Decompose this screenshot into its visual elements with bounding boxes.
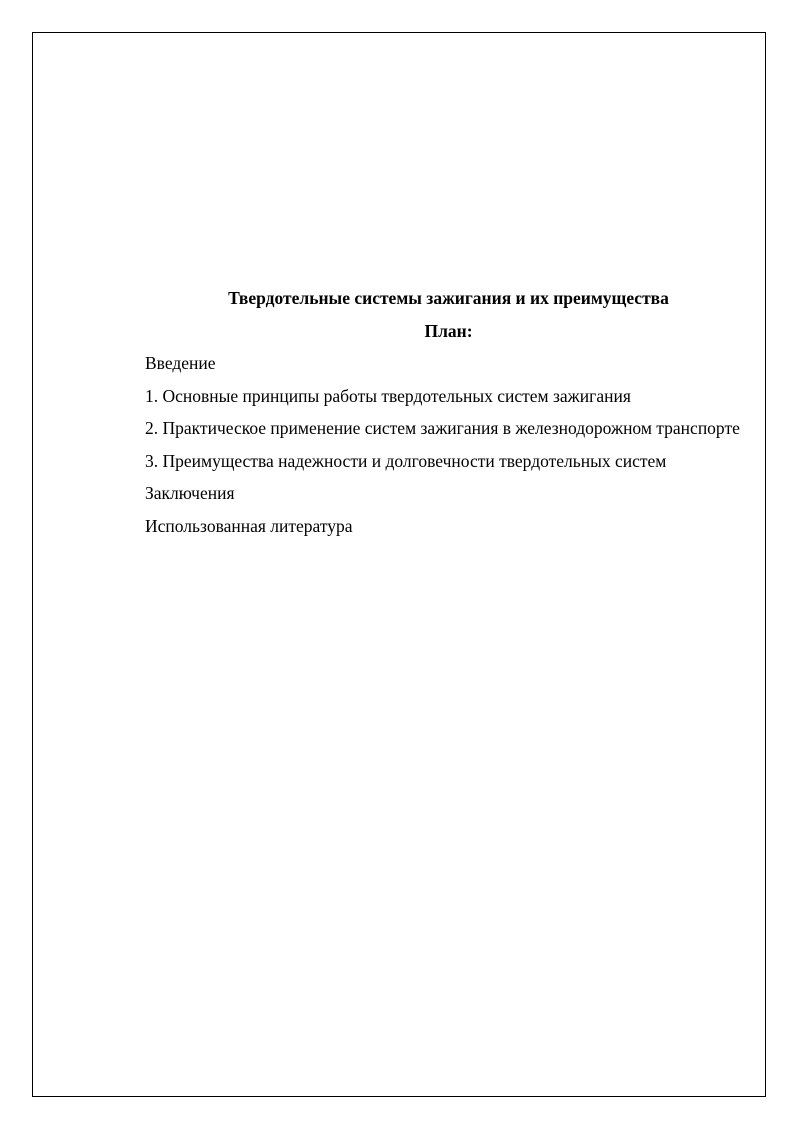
plan-heading: План: xyxy=(424,320,473,341)
plan-item-1: 1. Основные принципы работы твердотельных систем зажигания xyxy=(145,385,631,406)
document-title: Твердотельные системы зажигания и их преимущества xyxy=(228,288,669,308)
document-body xyxy=(115,282,742,542)
plan-item-introduction: Введение xyxy=(145,353,216,373)
page-border xyxy=(32,32,766,1097)
plan-item-conclusions: Заключения xyxy=(145,483,235,503)
plan-item-2: 2. Практическое применение систем зажигания в железнодорожном транспорте xyxy=(145,418,740,438)
plan-item-3: 3. Преимущества надежности и долговечности твердотельных систем xyxy=(145,450,667,471)
plan-item-references: Использованная литература xyxy=(145,515,353,536)
